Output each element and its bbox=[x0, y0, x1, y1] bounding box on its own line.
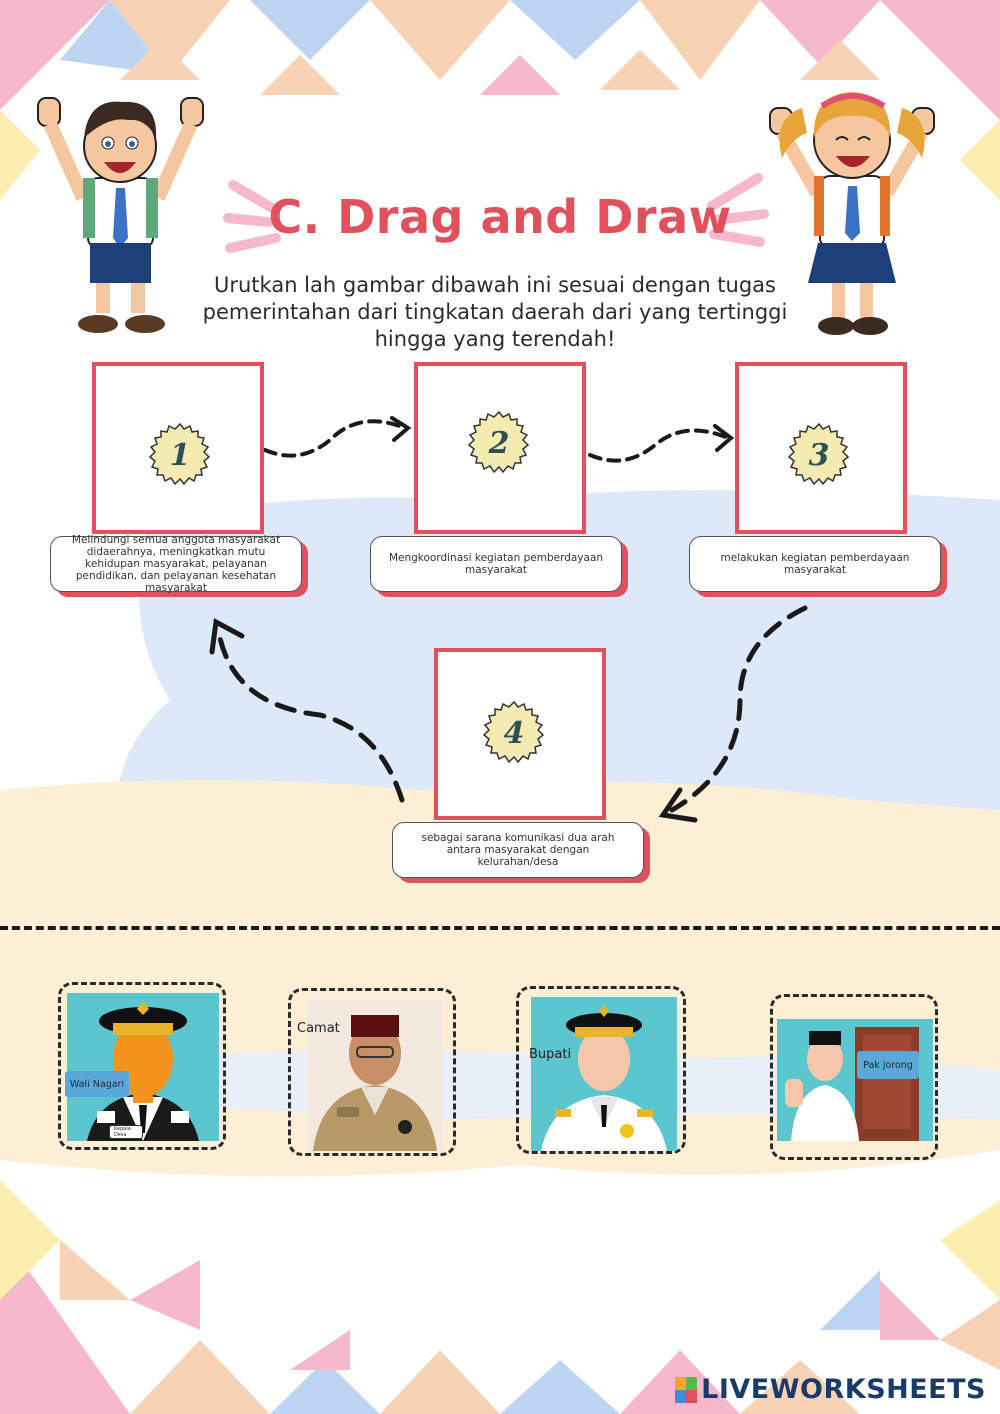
camat-label: Camat bbox=[297, 1021, 340, 1036]
wali-nagari-label: Wali Nagari bbox=[65, 1071, 129, 1097]
number-label-4: 4 bbox=[503, 715, 525, 751]
description-card-1: Melindungi semua anggota masyarakat didaerahnya, meningkatkan mutu kehidupan masyarakat, pelayanan pendidikan, dan pelayanan kesehatan masyarakat bbox=[50, 536, 302, 592]
description-card-3: melakukan kegiatan pemberdayaan masyarakat bbox=[689, 536, 941, 592]
page-title: C. Drag and Draw bbox=[268, 190, 732, 244]
drag-item-bupati[interactable] bbox=[516, 986, 686, 1154]
section-divider bbox=[0, 926, 1000, 930]
pak-jorong-image bbox=[777, 1019, 933, 1141]
drag-item-wali-nagari[interactable] bbox=[58, 982, 226, 1150]
description-card-4: sebagai sarana komunikasi dua arah antara masyarakat dengan kelurahan/desa bbox=[392, 822, 644, 878]
pak-jorong-label: Pak jorong bbox=[857, 1051, 919, 1079]
liveworksheets-logo-text: LIVEWORKSHEETS bbox=[701, 1374, 986, 1405]
wali-nagari-image bbox=[67, 993, 219, 1141]
number-label-2: 2 bbox=[488, 425, 510, 461]
liveworksheets-logo bbox=[675, 1374, 986, 1405]
number-label-3: 3 bbox=[808, 437, 830, 473]
drag-item-camat[interactable] bbox=[288, 988, 456, 1156]
number-badge-1 bbox=[147, 422, 213, 488]
number-badge-4 bbox=[481, 700, 547, 766]
kepala-desa-badge: Kepala Desa bbox=[109, 1125, 143, 1139]
number-label-1: 1 bbox=[169, 437, 191, 473]
bupati-image bbox=[531, 997, 677, 1151]
bupati-label: Bupati bbox=[529, 1047, 572, 1062]
liveworksheets-logo-icon bbox=[675, 1377, 697, 1403]
instruction-text: Urutkan lah gambar dibawah ini sesuai dengan tugas pemerintahan dari tingkatan daerah dari yang tertinggi hingga yang terendah! bbox=[202, 273, 788, 351]
number-badge-3 bbox=[786, 422, 852, 488]
number-badge-2 bbox=[466, 410, 532, 476]
drag-item-pak-jorong[interactable] bbox=[770, 994, 938, 1160]
description-card-2: Mengkoordinasi kegiatan pemberdayaan masyarakat bbox=[370, 536, 622, 592]
